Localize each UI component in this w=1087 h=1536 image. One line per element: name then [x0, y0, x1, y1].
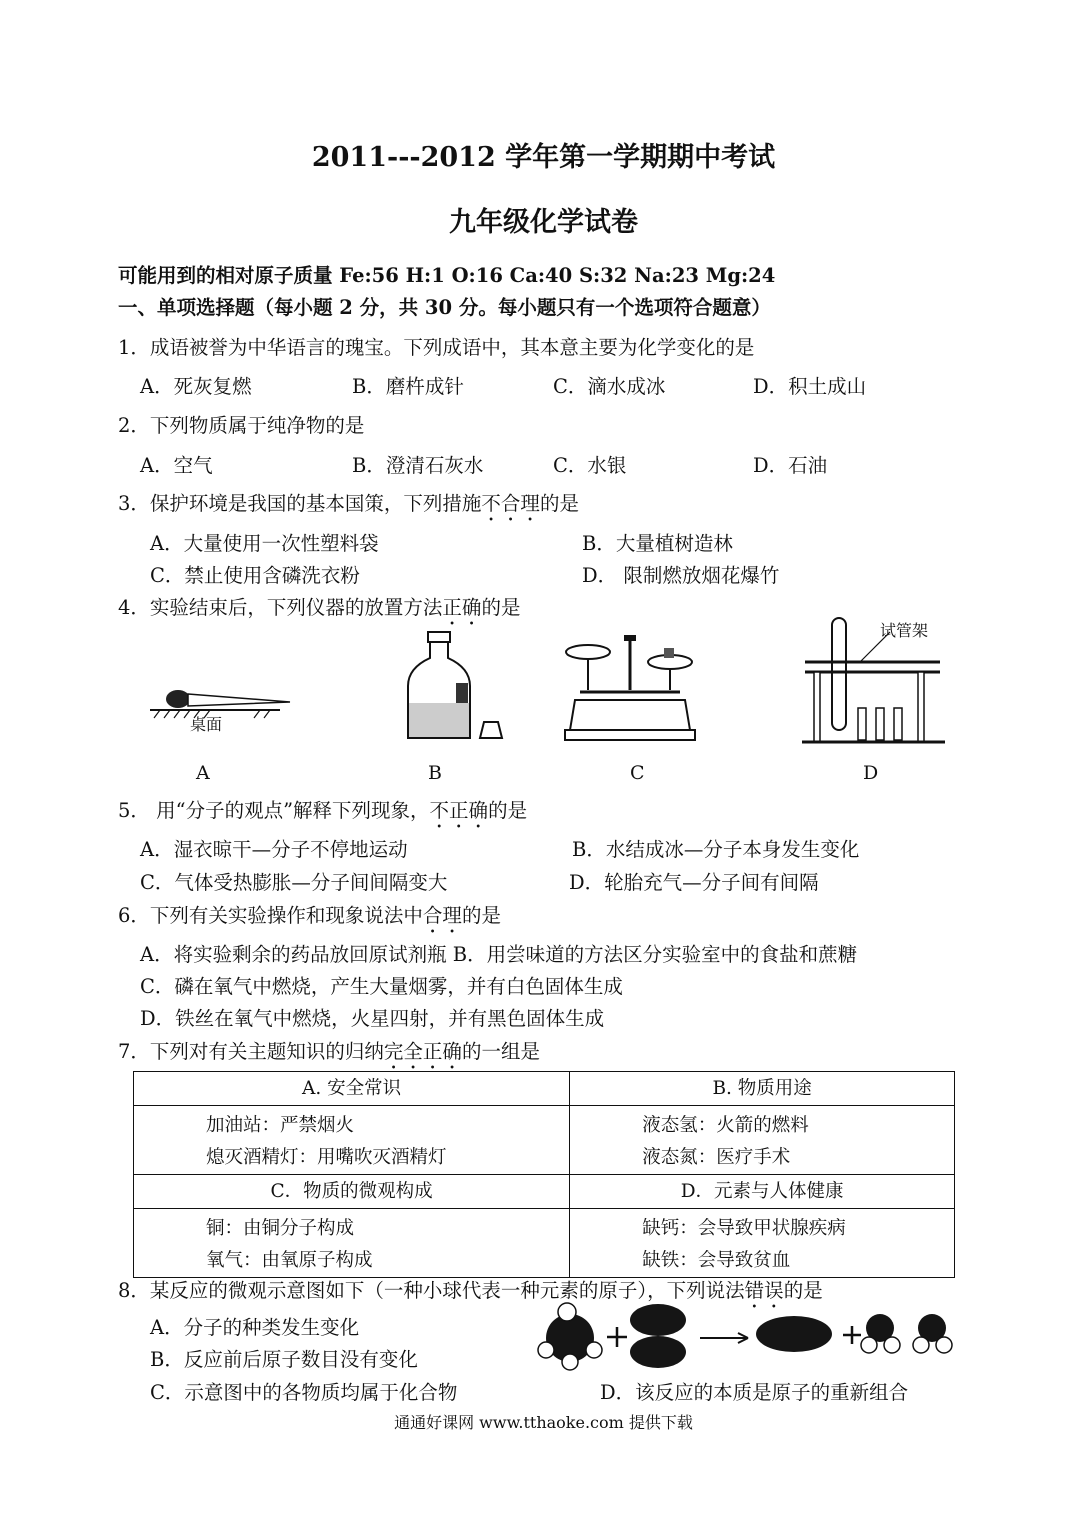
emphasis-text: 正确	[442, 596, 482, 619]
q2-option-a: A．空气	[140, 454, 213, 477]
q8-option-b: B．反应前后原子数目没有变化	[150, 1348, 418, 1371]
q8-option-a: A．分子的种类发生变化	[150, 1316, 360, 1339]
q6-option-d: D．铁丝在氧气中燃烧，火星四射，并有黑色固体生成	[140, 1007, 605, 1030]
q2-option-c: C．水银	[553, 454, 627, 477]
question-6-stem: 6．下列有关实验操作和现象说法中合理的是	[118, 904, 501, 927]
reagent-bottle-figure	[400, 628, 510, 748]
question-4-stem: 4．实验结束后，下列仪器的放置方法正确的是	[118, 596, 521, 619]
q1-option-c: C．滴水成冰	[553, 375, 666, 398]
reaction-diagram	[530, 1300, 970, 1372]
q3-option-b: B．大量植树造林	[582, 532, 733, 555]
question-7-stem: 7．下列对有关主题知识的归纳完全正确的一组是	[118, 1040, 540, 1063]
footer-text: 通通好课网 www.tthaoke.com 提供下载	[394, 1413, 693, 1432]
emphasis-text: 错误	[744, 1279, 784, 1302]
table-header-b: B. 物质用途	[570, 1072, 955, 1106]
q8-option-d: D．该反应的本质是原子的重新组合	[600, 1381, 909, 1404]
q5-option-a: A．湿衣晾干—分子不停地运动	[140, 838, 408, 861]
figure-label-a: A	[196, 762, 210, 784]
knowledge-table	[133, 1071, 955, 1278]
balance-figure	[560, 630, 700, 745]
q2-option-b: B．澄清石灰水	[352, 454, 484, 477]
q1-option-d: D．积土成山	[753, 375, 867, 398]
q5-option-b: B．水结成冰—分子本身发生变化	[572, 838, 860, 861]
table-header-c: C．物质的微观构成	[134, 1175, 570, 1209]
table-header-a: A. 安全常识	[134, 1072, 570, 1106]
question-8-stem: 8．某反应的微观示意图如下（一种小球代表一种元素的原子），下列说法错误的是	[118, 1279, 823, 1302]
figure-label-d: D	[863, 762, 879, 784]
table-cell-c: 铜：由铜分子构成 氧气：由氧原子构成	[134, 1209, 570, 1278]
q1-option-a: A．死灰复燃	[140, 375, 252, 398]
desk-label: 桌面	[190, 715, 223, 734]
figure-label-c: C	[630, 762, 645, 784]
emphasis-text: 不正确	[429, 799, 489, 822]
question-5-stem: 5． 用“分子的观点”解释下列现象，不正确的是	[118, 799, 528, 822]
atomic-mass-line: 可能用到的相对原子质量 Fe:56 H:1 O:16 Ca:40 S:32 Na:23 Mg:24	[118, 264, 776, 287]
q3-option-d: D． 限制燃放烟花爆竹	[582, 564, 780, 587]
figure-label-b: B	[428, 762, 442, 784]
emphasis-text: 不合理	[481, 492, 540, 515]
emphasis-text: 完全正确	[383, 1040, 462, 1063]
emphasis-text: 合理	[422, 904, 462, 927]
q5-option-c: C．气体受热膨胀—分子间间隔变大	[140, 871, 448, 894]
q6-option-a-b: A．将实验剩余的药品放回原试剂瓶 B．用尝味道的方法区分实验室中的食盐和蔗糖	[140, 943, 858, 966]
section-heading: 一、单项选择题（每小题 2 分，共 30 分。每小题只有一个选项符合题意）	[118, 296, 771, 319]
table-cell-a: 加油站：严禁烟火 熄灭酒精灯：用嘴吹灭酒精灯	[134, 1106, 570, 1175]
question-2-stem: 2．下列物质属于纯净物的是	[118, 414, 365, 437]
q6-option-c: C．磷在氧气中燃烧，产生大量烟雾，并有白色固体生成	[140, 975, 623, 998]
q5-option-d: D．轮胎充气—分子间有间隔	[569, 871, 819, 894]
q1-option-b: B．磨杵成针	[352, 375, 464, 398]
q2-option-d: D．石油	[753, 454, 828, 477]
dropper-on-desk-figure	[150, 680, 310, 750]
table-cell-d: 缺钙：会导致甲状腺疾病 缺铁：会导致贫血	[570, 1209, 955, 1278]
rack-label: 试管架	[880, 621, 929, 640]
table-cell-b: 液态氢：火箭的燃料 液态氮：医疗手术	[570, 1106, 955, 1175]
q3-option-c: C．禁止使用含磷洗衣粉	[150, 564, 360, 587]
q8-option-c: C．示意图中的各物质均属于化合物	[150, 1381, 458, 1404]
exam-subtitle: 九年级化学试卷	[449, 207, 638, 238]
question-1-stem: 1．成语被誉为中华语言的瑰宝。下列成语中，其本意主要为化学变化的是	[118, 336, 755, 359]
exam-title: 2011---2012 学年第一学期期中考试	[311, 142, 776, 173]
q3-option-a: A．大量使用一次性塑料袋	[150, 532, 379, 555]
question-3-stem: 3．保护环境是我国的基本国策，下列措施不合理的是	[118, 492, 579, 515]
table-header-d: D．元素与人体健康	[570, 1175, 955, 1209]
